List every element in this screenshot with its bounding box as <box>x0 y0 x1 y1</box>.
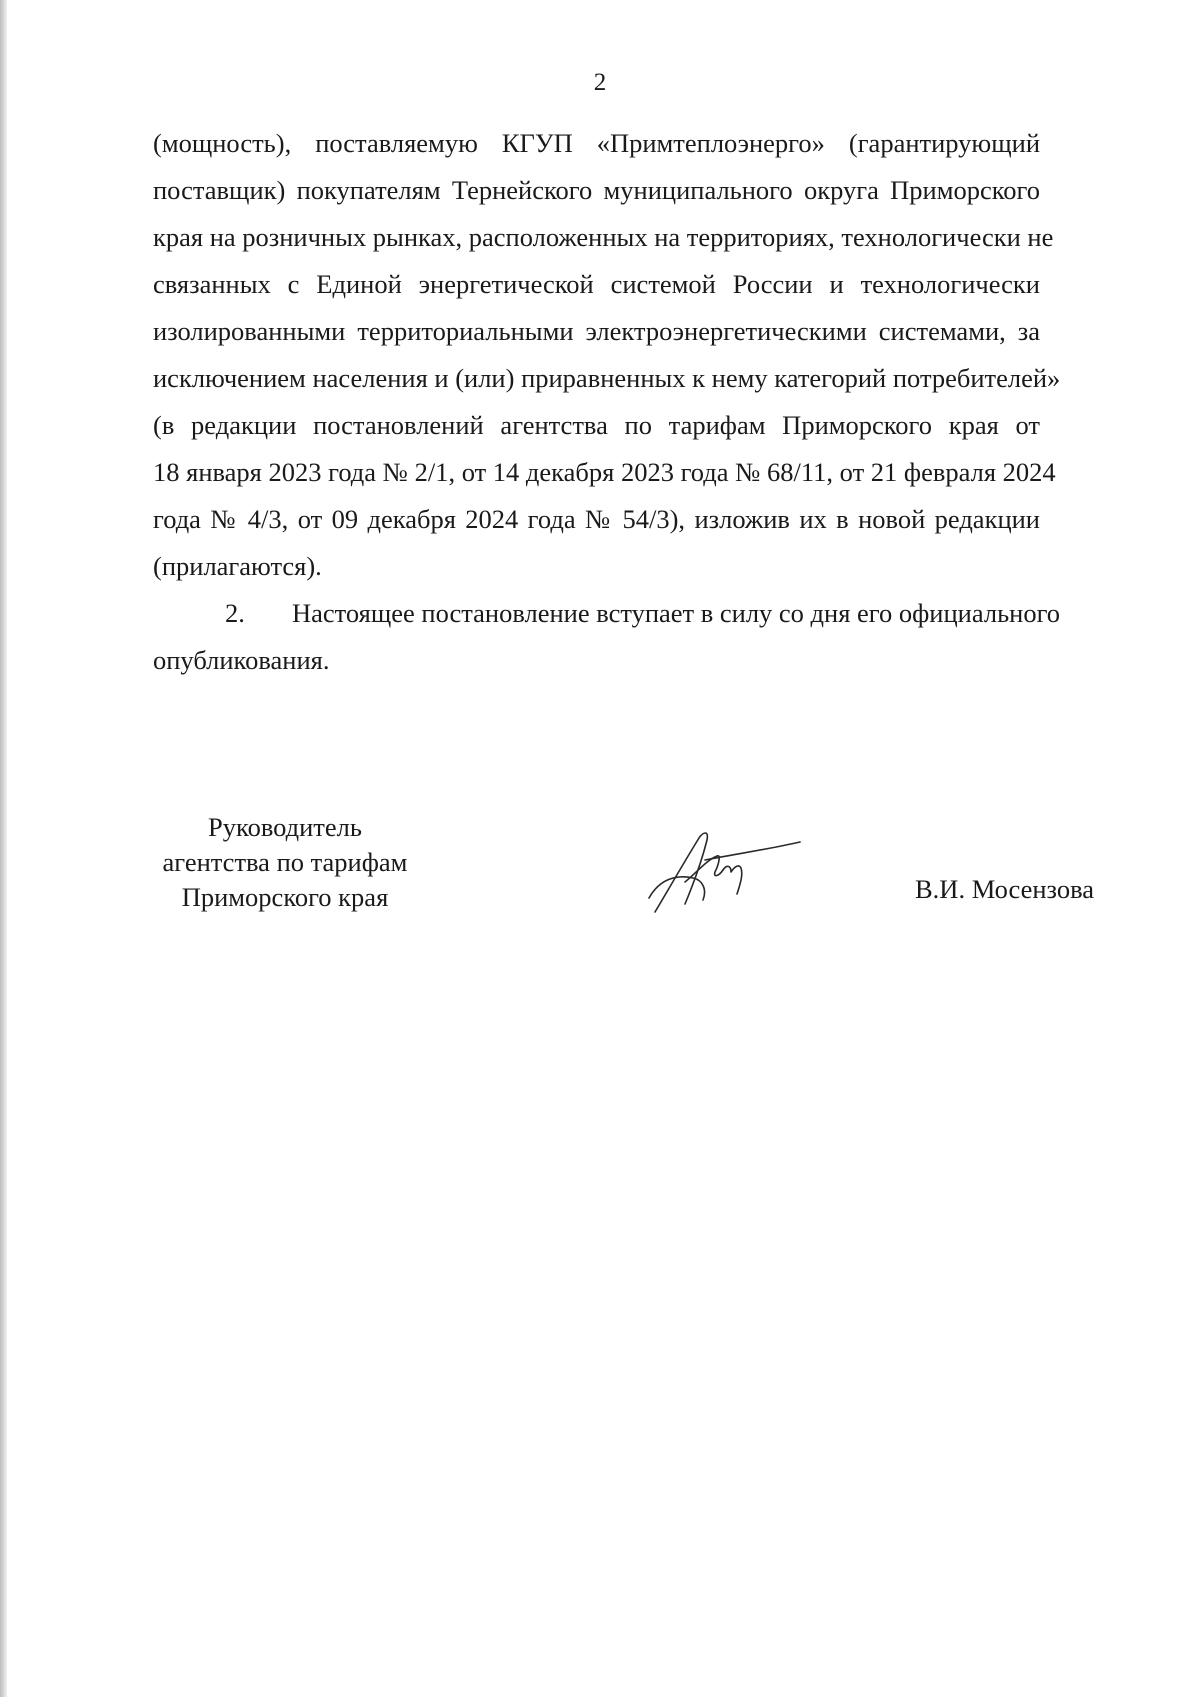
body-line: 18 января 2023 года № 2/1, от 14 декабря 2023 года № 68/11, от 21 февраля 2024 <box>153 457 1056 487</box>
body-line: исключением населения и (или) приравненных к нему категорий потребителей» <box>153 363 1061 393</box>
signatory-name: В.И. Мосензова <box>915 874 1095 904</box>
scan-edge <box>0 0 7 1697</box>
body-line: (прилагаются). <box>153 551 322 581</box>
page-number: 2 <box>593 69 607 96</box>
body-line: связанных с Единой энергетической системой России и технологически <box>153 269 1040 299</box>
handwritten-signature <box>645 820 805 920</box>
signatory-title-line: Приморского края <box>181 882 389 912</box>
signatory-title-line: Руководитель <box>208 812 362 842</box>
body-line: поставщик) покупателям Тернейского муниципального округа Приморского <box>153 175 1040 205</box>
signatory-title-line: агентства по тарифам <box>162 847 408 877</box>
body-line: края на розничных рынках, расположенных на территориях, технологически не <box>153 222 1054 252</box>
body-line: (мощность), поставляемую КГУП «Примтеплоэнерго» (гарантирующий <box>153 128 1040 158</box>
item-text-line: опубликования. <box>153 645 330 675</box>
body-line: (в редакции постановлений агентства по тарифам Приморского края от <box>153 410 1040 440</box>
item-text-line: Настоящее постановление вступает в силу со дня его официального <box>292 598 1061 628</box>
signatory-title <box>140 810 430 915</box>
body-line: изолированными территориальными электроэнергетическими системами, за <box>153 316 1040 346</box>
body-line: года № 4/3, от 09 декабря 2024 года № 54/3), изложив их в новой редакции <box>153 504 1040 534</box>
item-number: 2. <box>225 598 245 628</box>
